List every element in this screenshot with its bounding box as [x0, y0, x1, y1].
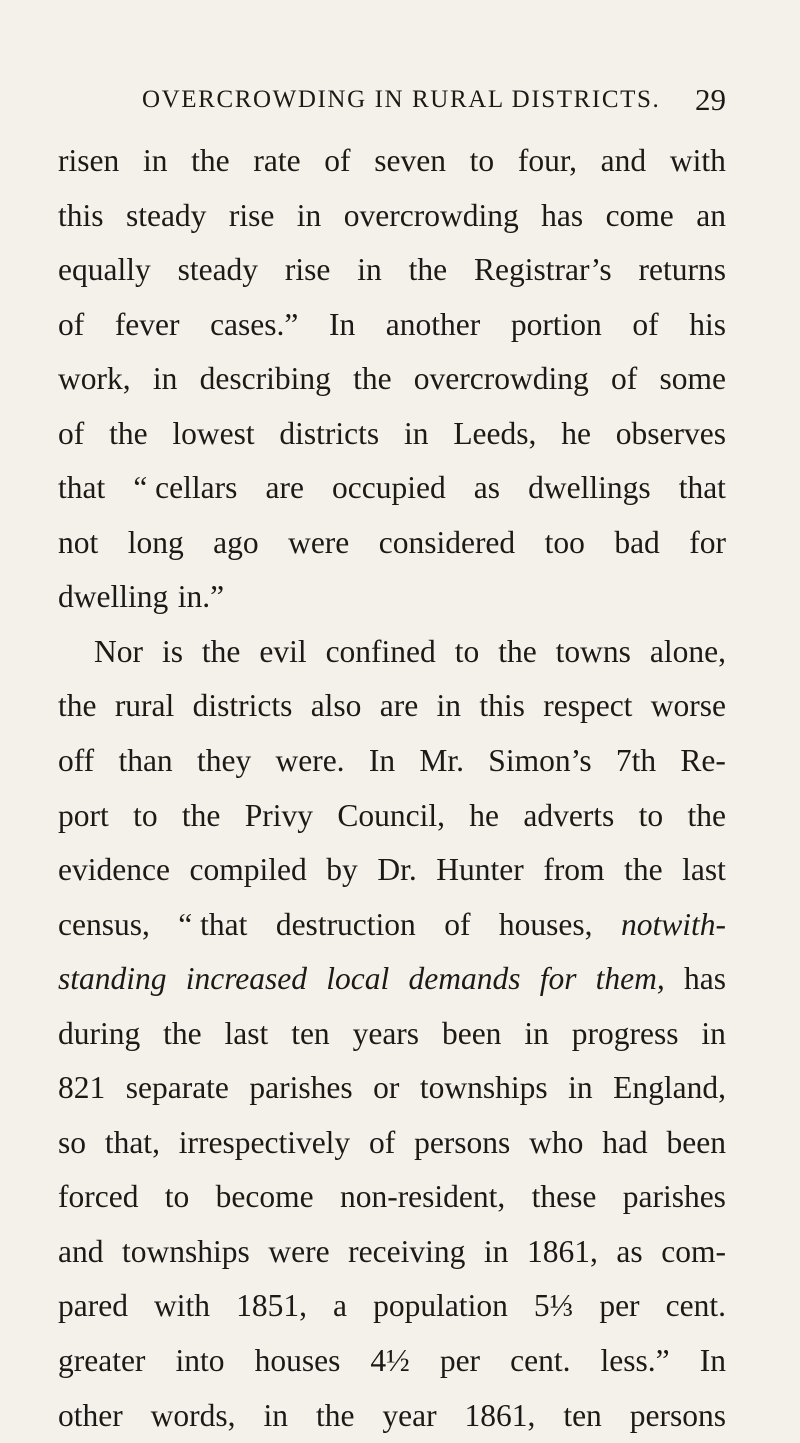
word: bad	[614, 524, 660, 560]
word: cent.	[665, 1288, 726, 1324]
word: in	[436, 688, 462, 724]
word: in	[152, 361, 178, 397]
word: by	[326, 852, 358, 888]
word: rural	[114, 688, 175, 724]
word: Mr.	[419, 743, 465, 779]
word: has	[684, 961, 726, 997]
word: districts	[279, 415, 380, 451]
text-line	[58, 570, 726, 625]
word: these	[531, 1179, 597, 1215]
word: the	[624, 852, 663, 888]
word: notwith-	[620, 906, 726, 942]
word: pared	[58, 1288, 128, 1324]
word: this	[479, 688, 525, 724]
running-head	[142, 82, 726, 122]
word: the	[408, 252, 448, 288]
word: Hunter	[436, 852, 524, 888]
word: describing	[199, 361, 331, 397]
word: had	[602, 1124, 648, 1160]
word: who	[529, 1124, 584, 1160]
word: with	[154, 1288, 211, 1324]
word: in	[568, 1070, 593, 1106]
word: an	[696, 197, 726, 233]
word: fever	[114, 306, 180, 342]
word: irrespectively	[178, 1124, 351, 1160]
word: demands	[408, 961, 521, 997]
word: of	[58, 306, 85, 342]
word: a	[333, 1288, 348, 1324]
text-line	[58, 243, 726, 298]
word: com-	[661, 1233, 726, 1269]
word: some	[659, 361, 726, 397]
word: were.	[275, 743, 345, 779]
word: dwelling	[58, 579, 169, 615]
text-line	[58, 952, 726, 1007]
word: this	[58, 197, 104, 233]
word: cent.	[510, 1343, 571, 1379]
word: the	[498, 633, 537, 669]
word: evidence	[58, 852, 170, 888]
word: confined	[325, 633, 436, 669]
word: in	[263, 1397, 288, 1433]
text-line	[58, 1389, 726, 1443]
word: has	[541, 197, 584, 233]
word: steady	[125, 197, 207, 233]
word: that	[678, 470, 726, 506]
word: alone,	[649, 633, 726, 669]
word: occupied	[332, 470, 446, 506]
word: districts	[192, 688, 293, 724]
word: dwellings	[528, 470, 651, 506]
word: also	[310, 688, 362, 724]
word: in	[142, 143, 168, 178]
word: compiled	[189, 852, 307, 888]
text-line	[58, 1225, 726, 1280]
word: persons	[629, 1397, 726, 1433]
word: progress	[571, 1015, 679, 1051]
word: of	[444, 906, 471, 942]
word: parishes	[249, 1070, 353, 1106]
word: the	[163, 1015, 202, 1051]
word: lowest	[172, 415, 255, 451]
word: so	[58, 1124, 87, 1160]
text-line	[58, 734, 726, 789]
word: been	[441, 1015, 502, 1051]
word: them,	[595, 961, 665, 997]
word: local	[326, 961, 390, 997]
word: in	[524, 1015, 549, 1051]
text-line	[58, 298, 726, 353]
word: In	[328, 306, 356, 342]
word: into	[175, 1343, 225, 1379]
word: work,	[58, 361, 131, 397]
word: four,	[517, 143, 577, 178]
word: Privy	[244, 797, 313, 833]
word: towns	[555, 633, 631, 669]
word: to	[469, 143, 495, 178]
word: destruction	[275, 906, 416, 942]
word: to	[638, 797, 664, 833]
word: per	[439, 1343, 481, 1379]
word: Registrar’s	[473, 252, 612, 288]
word: “ cellars	[133, 470, 238, 506]
word: off	[58, 743, 95, 779]
word: the	[181, 797, 221, 833]
word: greater	[58, 1343, 146, 1379]
word: per	[599, 1288, 640, 1324]
word: he	[561, 415, 591, 451]
word: in	[296, 197, 322, 233]
word: the	[58, 688, 97, 724]
text-line	[58, 189, 726, 244]
word: of	[610, 361, 638, 397]
word: with	[669, 143, 726, 178]
word: in	[357, 252, 382, 288]
word: and	[58, 1233, 104, 1269]
word: to	[454, 633, 480, 669]
word: “ that	[178, 906, 248, 942]
word: are	[379, 688, 419, 724]
word: of	[369, 1124, 396, 1160]
word: adverts	[523, 797, 615, 833]
word: standing	[58, 961, 167, 997]
word: Council,	[337, 797, 445, 833]
word: separate	[125, 1070, 229, 1106]
word: as	[473, 470, 501, 506]
text-line	[58, 898, 726, 953]
word: long	[127, 524, 184, 560]
word: overcrowding	[343, 197, 519, 233]
word: in	[483, 1233, 509, 1269]
word: been	[666, 1124, 726, 1160]
text-line	[58, 843, 726, 898]
word: not	[58, 524, 99, 560]
word: seven	[374, 143, 446, 178]
word: to	[164, 1179, 190, 1215]
word: are	[265, 470, 304, 506]
word: Re-	[680, 743, 726, 779]
text-line	[58, 1170, 726, 1225]
word: observes	[615, 415, 726, 451]
word: they	[196, 743, 252, 779]
word: of	[58, 415, 85, 451]
word: portion	[510, 306, 602, 342]
word: In	[368, 743, 396, 779]
text-line	[58, 1116, 726, 1171]
word: port	[58, 797, 109, 833]
word: during	[58, 1015, 141, 1051]
word: another	[385, 306, 481, 342]
word: in	[403, 415, 429, 451]
word: population	[373, 1288, 508, 1324]
word: for	[689, 524, 726, 560]
word: last	[682, 852, 726, 888]
word: ten	[291, 1015, 330, 1051]
word: become	[215, 1179, 314, 1215]
word: rate	[253, 143, 301, 178]
word: census,	[58, 906, 150, 942]
word: respect	[543, 688, 633, 724]
word: Dr.	[377, 852, 417, 888]
word: rise	[228, 197, 275, 233]
word: his	[689, 306, 726, 342]
word: non-resident,	[339, 1179, 506, 1215]
word: come	[605, 197, 674, 233]
word: the	[109, 415, 148, 451]
word: as	[616, 1233, 643, 1269]
word: evil	[259, 633, 307, 669]
text-line	[58, 516, 726, 571]
word: 4½	[370, 1343, 410, 1379]
word: cases.”	[210, 306, 299, 342]
word: the	[191, 143, 230, 178]
word: of	[632, 306, 659, 342]
word: rise	[284, 252, 331, 288]
text-line	[58, 1061, 726, 1116]
text-line	[58, 134, 726, 189]
word: were	[268, 1233, 330, 1269]
word: too	[544, 524, 585, 560]
word: townships	[122, 1233, 250, 1269]
word: ten	[563, 1397, 602, 1433]
word: and	[600, 143, 647, 178]
word: 5⅓	[533, 1288, 574, 1324]
word: townships	[419, 1070, 548, 1106]
word: England,	[613, 1070, 726, 1106]
text-line	[58, 625, 726, 680]
word: than	[118, 743, 173, 779]
word: in	[701, 1015, 726, 1051]
body-text	[58, 134, 726, 1443]
word: from	[543, 852, 605, 888]
word: ago	[213, 524, 259, 560]
word: increased	[185, 961, 308, 997]
word: years	[352, 1015, 420, 1051]
text-line	[58, 1007, 726, 1062]
word: parishes	[622, 1179, 726, 1215]
text-line	[58, 461, 726, 516]
word: that,	[104, 1124, 160, 1160]
text-line	[58, 679, 726, 734]
word: less.”	[600, 1343, 670, 1379]
word: words,	[150, 1397, 236, 1433]
word: risen	[58, 143, 120, 178]
word: 821	[58, 1070, 106, 1106]
text-line	[58, 352, 726, 407]
word: worse	[650, 688, 726, 724]
word: overcrowding	[413, 361, 589, 397]
word: the	[353, 361, 392, 397]
word: he	[469, 797, 500, 833]
word: considered	[378, 524, 516, 560]
word: receiving	[348, 1233, 466, 1269]
word: the	[315, 1397, 355, 1433]
word: Leeds,	[453, 415, 537, 451]
word: Nor	[94, 633, 143, 669]
text-line	[58, 1334, 726, 1389]
word: or	[373, 1070, 400, 1106]
word: Simon’s	[488, 743, 592, 779]
word: houses	[254, 1343, 341, 1379]
word: steady	[177, 252, 259, 288]
word: 7th	[615, 743, 657, 779]
word: 1861,	[526, 1233, 598, 1269]
page-number: 29	[695, 82, 726, 117]
word: were	[288, 524, 350, 560]
word: to	[133, 797, 158, 833]
word: is	[161, 633, 183, 669]
text-line	[58, 1279, 726, 1334]
word: the	[687, 797, 726, 833]
word: In	[699, 1343, 726, 1379]
word: houses,	[498, 906, 593, 942]
word: 1861,	[464, 1397, 536, 1433]
word: in.”	[177, 579, 225, 615]
word: year	[382, 1397, 437, 1433]
word: of	[324, 143, 351, 178]
word: 1851,	[236, 1288, 307, 1324]
word: for	[539, 961, 577, 997]
word: persons	[414, 1124, 511, 1160]
word: last	[224, 1015, 269, 1051]
text-line	[58, 789, 726, 844]
running-title: OVERCROWDING IN RURAL DISTRICTS.	[142, 86, 661, 113]
word: returns	[638, 252, 726, 288]
word: equally	[58, 252, 151, 288]
text-line	[58, 407, 726, 462]
word: other	[58, 1397, 123, 1433]
word: forced	[58, 1179, 139, 1215]
word: the	[201, 633, 241, 669]
word: that	[58, 470, 106, 506]
